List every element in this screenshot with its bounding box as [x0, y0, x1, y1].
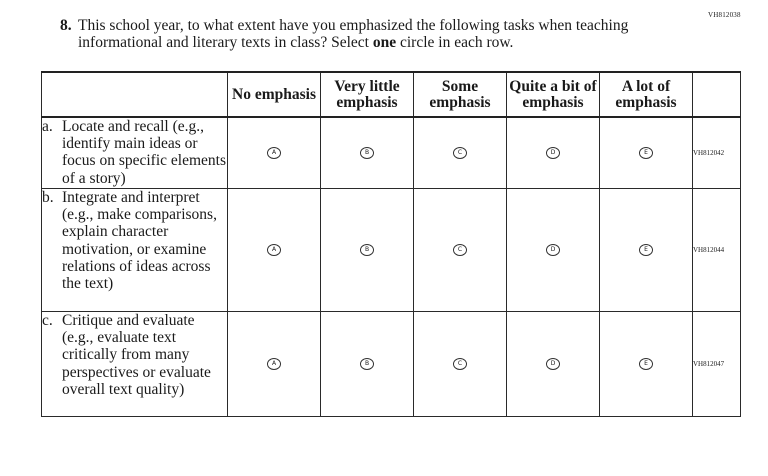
table-row	[42, 312, 741, 417]
bubble-b-some-emphasis[interactable]: C	[453, 244, 467, 256]
header-empty-cell	[42, 72, 228, 117]
column-header-very-little-emphasis: Very little emphasis	[321, 72, 414, 117]
bubble-c-very-little-emphasis[interactable]: B	[360, 358, 374, 370]
header-row	[42, 72, 741, 117]
item-code: VH812044	[693, 189, 741, 312]
question-text-start: This school year, to what extent have you emphasized the following tasks when teaching informational and literary texts in class? Select	[78, 17, 629, 51]
column-header-some-emphasis: Some emphasis	[414, 72, 507, 117]
row-item-label	[42, 312, 228, 417]
bubble-a-quite-a-bit-of-emphasis[interactable]: D	[546, 147, 560, 159]
question-text-end: circle in each row.	[396, 34, 514, 51]
bubble-c-a-lot-of-emphasis[interactable]: E	[639, 358, 653, 370]
bubble-c-some-emphasis[interactable]: C	[453, 358, 467, 370]
question-text	[60, 17, 700, 51]
bubble-a-a-lot-of-emphasis[interactable]: E	[639, 147, 653, 159]
bubble-b-very-little-emphasis[interactable]: B	[360, 244, 374, 256]
row-item-label	[42, 117, 228, 189]
bubble-a-very-little-emphasis[interactable]: B	[360, 147, 374, 159]
item-code: VH812047	[693, 312, 741, 417]
bubble-b-a-lot-of-emphasis[interactable]: E	[639, 244, 653, 256]
bubble-b-quite-a-bit-of-emphasis[interactable]: D	[546, 244, 560, 256]
header-code-cell	[693, 72, 741, 117]
row-text: Critique and evaluate (e.g., evaluate text critically from many perspectives or evaluate overall text quality)	[62, 312, 211, 398]
bubble-a-some-emphasis[interactable]: C	[453, 147, 467, 159]
bubble-c-quite-a-bit-of-emphasis[interactable]: D	[546, 358, 560, 370]
bubble-a-no-emphasis[interactable]: A	[267, 147, 281, 159]
bubble-b-no-emphasis[interactable]: A	[267, 244, 281, 256]
question-emphasis-word: one	[372, 34, 397, 51]
row-letter: a.	[42, 118, 53, 135]
column-header-a-lot-of-emphasis: A lot of emphasis	[600, 72, 693, 117]
item-code: VH812042	[693, 117, 741, 189]
table-row	[42, 189, 741, 312]
column-header-no-emphasis: No emphasis	[228, 72, 321, 117]
row-item-label	[42, 189, 228, 312]
form-code: VH812038	[708, 11, 741, 19]
question-number: 8.	[60, 17, 72, 34]
row-letter: b.	[42, 189, 54, 206]
row-text: Integrate and interpret (e.g., make comparisons, explain character motivation, or examine relations of ideas across the text)	[62, 189, 217, 293]
row-text: Locate and recall (e.g., identify main ideas or focus on specific elements of a story)	[62, 118, 226, 187]
response-grid	[41, 71, 741, 417]
question-prompt	[60, 17, 700, 51]
bubble-c-no-emphasis[interactable]: A	[267, 358, 281, 370]
row-letter: c.	[42, 312, 53, 329]
column-header-quite-a-bit-of-emphasis: Quite a bit of emphasis	[507, 72, 600, 117]
table-row	[42, 117, 741, 189]
